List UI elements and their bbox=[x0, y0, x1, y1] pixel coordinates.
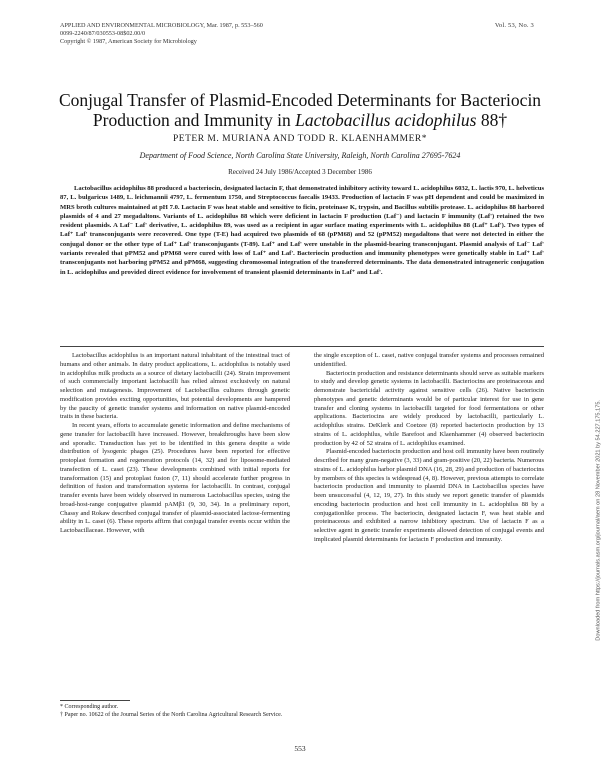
abstract-divider bbox=[60, 346, 544, 347]
download-watermark bbox=[596, 400, 602, 641]
author-list: PETER M. MURIANA AND TODD R. KLAENHAMMER* bbox=[173, 134, 427, 144]
body-column-left bbox=[60, 352, 290, 536]
page-number: 553 bbox=[294, 744, 306, 753]
journal-citation: APPLIED AND ENVIRONMENTAL MICROBIOLOGY, Mar. 1987, p. 553–560 bbox=[60, 22, 263, 29]
paragraph: Lactobacillus acidophilus is an important natural inhabitant of the intestinal tract of humans and other animals. In dairy product applications, L. acidophilus is notably used in acidophilus milk products as a source of dietary lactobacilli (24). Strain improvement of such commercially important lactobacilli has relied almost exclusively on natural selection and mutagenesis. Improvement of Lactobacillus cultures through genetic modification provides exciting opportunities, but potential developments are hampered by the paucity of genetic transfer systems and information on native plasmid-encoded traits in these bacteria. bbox=[60, 352, 290, 421]
volume-label: Vol. 53, No. 3 bbox=[494, 22, 534, 29]
article-title bbox=[40, 90, 560, 130]
abstract: Lactobacillus acidophilus 88 produced a bacteriocin, designated lactacin F, that demonstrated inhibitory activity toward L. acidophilus 6032, L. lactis 970, L. helveticus 87, L. bulgaricus 1489, L. leichmannii 4797, L. fermentum 1750, and Streptococcus faecalis 19433. Production of lactacin F was pH dependent and could be maximized in MRS broth cultures maintained at pH 7.0. Lactacin F was heat stable and sensitive to ficin, proteinase K, trypsin, and Bacillus subtilis protease. L. acidophilus 88 harbored plasmids of 4 and 27 megadaltons. Variants of L. acidophilus 88 which were deficient in lactacin F production (Laf⁻) and lactacin F immunity (Laf') retained the two resident plasmids. A Laf⁻ Laf' derivative, L. acidophilus 89, was used as a recipient in agar surface mating experiments with L. acidophilus 88 (Laf⁺ Laf'). Two types of Laf⁺ Laf' transconjugants were recovered. One type (T-E) had acquired two plasmids of 68 (pPM68) and 52 (pPM52) megadaltons that were not detected in either the conjugal donor or the other type of Laf⁺ Laf' transconjugants (T-89). Laf⁺ and Laf' were unstable in the plasmid-bearing transconjugant. Plasmid analysis of Laf⁻ Laf' variants revealed that pPM52 and pPM68 were cured with loss of Laf⁺ and Laf'. Bacteriocin production and immunity phenotypes were genetically stable in Laf⁺ Laf' transconjugants not harboring pPM52 and pPM68, suggesting chromosomal integration of the transferred determinants. The data demonstrated intrageneric conjugation in L. acidophilus and provided direct evidence for involvement of transient plasmid determinants in Laf⁺ and Laf'. bbox=[60, 185, 545, 276]
paragraph: Plasmid-encoded bacteriocin production and host cell immunity have been routinely described for many gram-negative (3, 33) and gram-positive (20, 22) bacteria. Numerous strains of L. acidophilus harbor plasmid DNA (16, 28, 29) and production of bacteriocins by members of this species is widespread (4, 8). However, previous attempts to correlate bacteriocin production and immunity to plasmid DNA in Lactobacillus species have been unsuccessful (4, 12, 19, 27). In this study we report genetic transfer of plasmids encoding bacteriocin production and host cell immunity in L. acidophilus 88 by a conjugationlike process. The bacteriocin, designated lactacin F, was heat stable and proteinaceous and exhibited a narrow inhibitory spectrum. Use of lactacin F as a selective agent in genetic transfer experiments allowed detection of conjugal events and implicated plasmid determinants for lactacin F production and immunity. bbox=[314, 448, 544, 543]
received-dates: Received 24 July 1986/Accepted 3 December 1986 bbox=[228, 168, 372, 176]
title-line-2-suffix: 88† bbox=[476, 110, 508, 130]
paragraph: In recent years, efforts to accumulate genetic information and define mechanisms of gene transfer for lactobacilli have increased. However, breakthroughs have been slow and sporadic. Transduction has yet to be identified in this genera despite a wide distribution of lysogenic phages (25). Procedures have been reported for effective protoplast formation and regeneration protocols (14, 32) and for liposome-mediated transfection of L. casei (23). These developments combined with initial reports for transformation (15) and protoplast fusion (7, 11) should accelerate further progress in definition of fusion and transformation systems for lactobacilli. In contrast, conjugal transfer events have been widely observed in numerous Lactobacillus species, using the broad-host-range conjugative plasmid pAMβ1 (9, 30, 34). In a preliminary report, Chassy and Rokaw described conjugal transfer of plasmid-associated lactose-fermenting ability in L. casei (6). These reports affirm that conjugal transfer events occur within the Lactobacillaceae. However, with bbox=[60, 422, 290, 534]
title-species: Lactobacillus acidophilus bbox=[295, 110, 477, 130]
issn-line: 0099-2240/87/030553-08$02.00/0 bbox=[60, 30, 146, 38]
footnote-paper-number: † Paper no. 10622 of the Journal Series of the North Carolina Agricultural Research Service. bbox=[60, 711, 283, 718]
title-line-2 bbox=[40, 110, 560, 130]
footnotes bbox=[60, 704, 290, 720]
paragraph: the single exception of L. casei, native conjugal transfer systems and processes remained unidentified. bbox=[314, 352, 544, 368]
affiliation: Department of Food Science, North Carolina State University, Raleigh, North Carolina 27695-7624 bbox=[139, 151, 461, 160]
paragraph: Bacteriocin production and resistance determinants should serve as suitable markers to study and develop genetic systems in lactobacilli. Bacteriocins are proteinaceous and demonstrate bactericidal activity against sensitive cells (26). Native bacteriocin phenotypes and genetic determinants would be of particular interest for use in gene transfer and cloning systems in lactobacilli targeted for food fermentations or other applications. Bacteriocins are widely produced by lactobacilli, particularly L. acidophilus strains. DeKlerk and Coetzee (8) reported bacteriocin production by 13 strains of L. acidophilus, while Barefoot and Klaenhammer (4) observed bacteriocin production by 42 of 52 strains of L. acidophilus examined. bbox=[314, 369, 544, 447]
footnote-divider bbox=[60, 700, 130, 701]
copyright-line: Copyright © 1987, American Society for Microbiology bbox=[60, 38, 197, 46]
title-line-2-prefix: Production and Immunity in bbox=[92, 110, 296, 130]
title-line-1: Conjugal Transfer of Plasmid-Encoded Determinants for Bacteriocin bbox=[58, 90, 542, 110]
footnote-corresponding: * Corresponding author. bbox=[60, 704, 119, 710]
download-notice: Downloaded from https://journals.asm.org/journal/aem on 28 November 2021 by 54.227.175.175. bbox=[596, 400, 602, 641]
journal-header bbox=[60, 22, 263, 47]
body-column-right bbox=[314, 352, 544, 545]
